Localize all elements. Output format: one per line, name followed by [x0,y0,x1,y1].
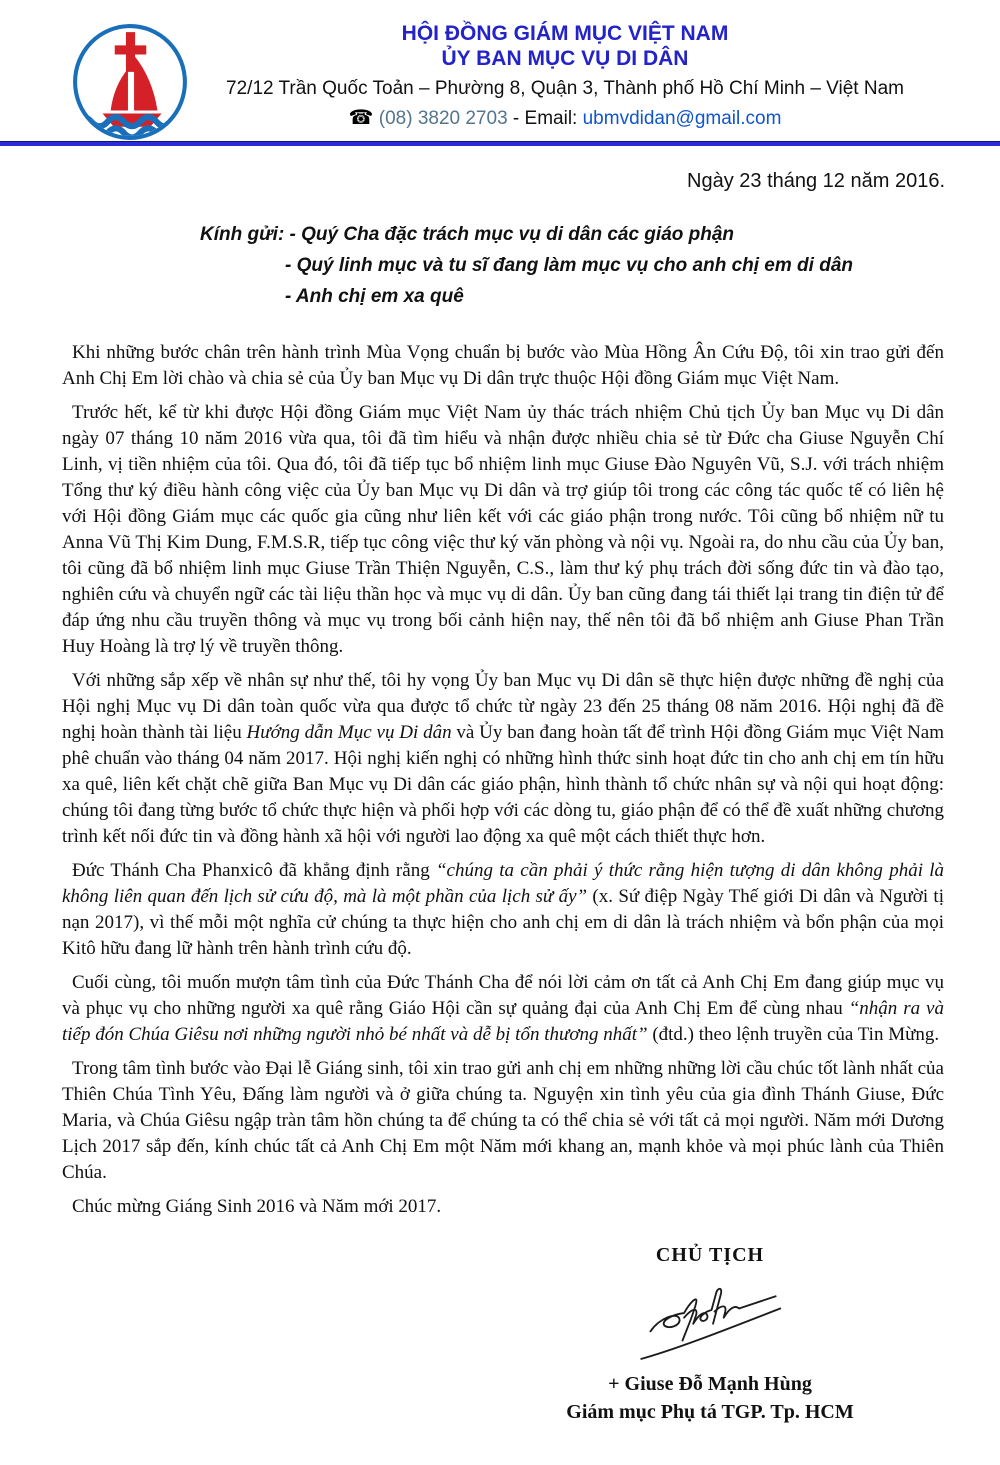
salutation-line: - Quý linh mục và tu sĩ đang làm mục vụ cho anh chị em di dân [285,255,853,276]
org-name-line2: ỦY BAN MỤC VỤ DI DÂN [441,47,689,70]
org-contact-line [130,106,1000,131]
letterhead-text [130,22,1000,131]
closing-block [555,1244,865,1424]
phone-number: (08) 3820 2703 [378,108,508,129]
letterhead [0,0,1000,131]
paragraph: Trước hết, kể từ khi được Hội đồng Giám mục Việt Nam ủy thác trách nhiệm Chủ tịch Ủy ban Mục vụ Di dân ngày 07 tháng 10 năm 2016 vừa qua, tôi đã tìm hiểu và nhận được nhiều chia sẻ từ Đức cha Giuse Nguyễn Chí Linh, vị tiền nhiệm của tôi. Qua đó, tôi đã tiếp tục bổ nhiệm linh mục Giuse Đào Nguyên Vũ, S.J. với trách nhiệm Tổng thư ký điều hành công việc của Ủy ban Mục vụ Di dân và trợ giúp tôi trong các công tác quốc tế có liên hệ với Hội đồng Giám mục các quốc gia cũng như liên kết với các giáo phận trong nước. Tôi cũng bổ nhiệm nữ tu Anna Vũ Thị Kim Dung, F.M.S.R, tiếp tục công việc thư ký văn phòng và nội vụ. Ngoài ra, do nhu cầu của Ủy ban, tôi cũng đã bổ nhiệm linh mục Giuse Trần Thiện Nguyễn, C.S., làm thư ký phụ trách đời sống đức tin và đào tạo, nghiên cứu và chuyển ngữ các tài liệu thần học và mục vụ di dân. Ủy ban cũng đang tái thiết lại trang tin điện tử để đáp ứng nhu cầu truyền thông và mục vụ trong bối cảnh hiện nay, thế nên tôi đã bổ nhiệm anh Giuse Phan Trần Huy Hoàng là trợ lý về truyền thông. [62,402,944,657]
date-line: Ngày 23 tháng 12 năm 2016. [687,170,945,192]
signer-title: CHỦ TỊCH [655,1244,765,1266]
body-paragraphs [62,340,944,1220]
paragraph: Chúc mừng Giáng Sinh 2016 và Năm mới 2017. [72,1196,442,1217]
org-address: 72/12 Trần Quốc Toản – Phường 8, Quận 3, Thành phố Hồ Chí Minh – Việt Nam [226,78,904,99]
salutation-line: - Anh chị em xa quê [285,286,464,307]
telephone-icon: ☎ [348,107,374,129]
paragraph: Trong tâm tình bước vào Đại lễ Giáng sinh, tôi xin trao gửi anh chị em những những lời cầu chúc tốt lành nhất của Thiên Chúa Tình Yêu, Đấng làm người và ở giữa chúng ta. Nguyện xin tình yêu của gia đình Thánh Giuse, Đức Maria, và Chúa Giêsu ngập tràn tâm hồn chúng ta để chúng ta có thể chia sẻ với tất cả mọi người. Năm mới Dương Lịch 2017 sắp đến, kính chúc tất cả Anh Chị Em một Năm mới khang an, mạnh khỏe và mọi phúc lành của Thiên Chúa. [62,1058,944,1183]
organization-logo-icon [68,22,192,142]
paragraph: Cuối cùng, tôi muốn mượn tâm tình của Đức Thánh Cha để nói lời cảm ơn tất cả Anh Chị Em đang giúp mục vụ và phục vụ cho những người xa quê rằng Giáo Hội cần sự quảng đại của Anh Chị Em để cùng nhau “nhận ra và tiếp đón Chúa Giêsu nơi những người nhỏ bé nhất và dễ bị tổn thương nhất” (đtd.) theo lệnh truyền của Tin Mừng. [62,972,944,1045]
signer-name: + Giuse Đỗ Mạnh Hùng [608,1373,812,1395]
email-link[interactable]: ubmvdidan@gmail.com [582,108,782,129]
org-name-line1: HỘI ĐỒNG GIÁM MỤC VIỆT NAM [401,22,729,45]
email-label: - Email: [512,108,578,129]
handwritten-signature-icon [555,1281,865,1365]
salutation-line: Kính gửi: - Quý Cha đặc trách mục vụ di dân các giáo phận [200,224,735,245]
paragraph: Đức Thánh Cha Phanxicô đã khẳng định rằng “chúng ta cần phải ý thức rằng hiện tượng di dân không phải là không liên quan đến lịch sử cứu độ, mà là một phần của lịch sử ấy” (x. Sứ điệp Ngày Thế giới Di dân và Người tị nạn 2017), vì thế mỗi một nghĩa cử chúng ta thực hiện cho anh chị em di dân là trách nhiệm và bổn phận của mọi Kitô hữu đang lữ hành trên hành trình cứu độ. [62,860,945,959]
signer-role: Giám mục Phụ tá TGP. Tp. HCM [566,1401,854,1423]
paragraph: Với những sắp xếp về nhân sự như thế, tôi hy vọng Ủy ban Mục vụ Di dân sẽ thực hiện được những đề nghị của Hội nghị Mục vụ Di dân toàn quốc vừa qua được tổ chức từ ngày 23 đến 25 tháng 08 năm 2016. Hội nghị đã đề nghị hoàn thành tài liệu Hướng dẫn Mục vụ Di dân và Ủy ban đang hoàn tất để trình Hội đồng Giám mục Việt Nam phê chuẩn vào tháng 04 năm 2017. Hội nghị kiến nghị có những hình thức sinh hoạt đức tin cho anh chị em tín hữu xa quê, liên kết chặt chẽ giữa Ban Mục vụ Di dân các giáo phận, hình thành tổ chức nhân sự và nội qui hoạt động: chúng tôi đang từng bước tổ chức thực hiện và phối hợp với các dòng tu, giáo phận để có thể đề xuất những chương trình kết nối đức tin và đồng hành xã hội với người lao động xa quê một cách thiết thực hơn. [62,670,944,847]
salutation-block [200,219,1000,312]
paragraph: Khi những bước chân trên hành trình Mùa Vọng chuẩn bị bước vào Mùa Hồng Ân Cứu Độ, tôi xin trao gửi đến Anh Chị Em lời chào và chia sẻ của Ủy ban Mục vụ Di dân trực thuộc Hội đồng Giám mục Việt Nam. [62,342,944,389]
